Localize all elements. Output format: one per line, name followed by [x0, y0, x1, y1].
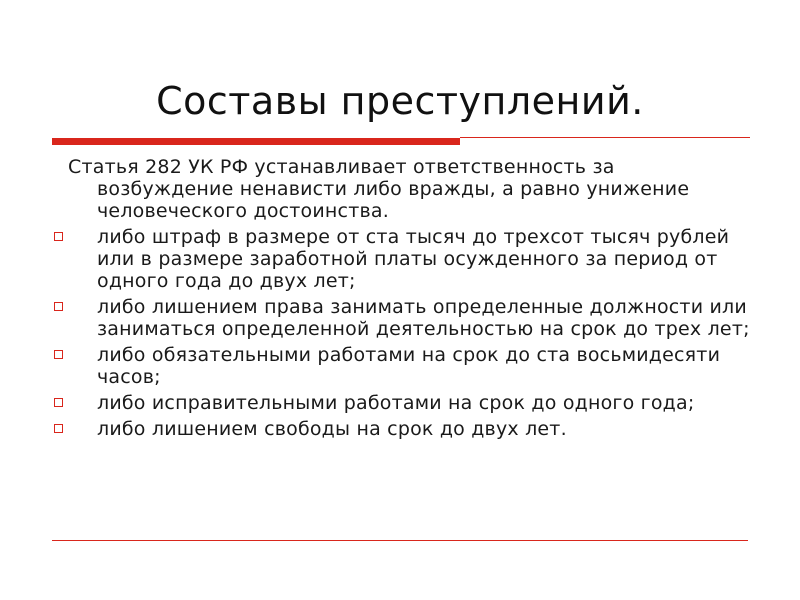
title-underline-thick — [52, 138, 460, 145]
hollow-square-icon — [54, 350, 63, 359]
intro-first-line: Статья 282 УК РФ устанавливает ответственность за — [68, 156, 615, 178]
list-item — [46, 344, 758, 388]
hollow-square-icon — [54, 398, 63, 407]
footer-divider — [52, 540, 748, 541]
list-item-text: либо обязательными работами на срок до ста восьмидесяти часов; — [97, 344, 721, 388]
list-item — [46, 226, 758, 292]
intro-paragraph — [46, 156, 758, 222]
slide-title: Составы преступлений. — [156, 79, 644, 123]
bullet-list — [46, 226, 758, 440]
list-item — [46, 296, 758, 340]
slide-content — [46, 156, 758, 444]
list-item — [46, 418, 758, 440]
hollow-square-icon — [54, 232, 63, 241]
hollow-square-icon — [54, 302, 63, 311]
list-item-text: либо исправительными работами на срок до одного года; — [97, 392, 695, 414]
hollow-square-icon — [54, 424, 63, 433]
list-item-text: либо лишением свободы на срок до двух лет. — [97, 418, 567, 440]
intro-rest: возбуждение ненависти либо вражды, а равно унижение человеческого достоинства. — [97, 178, 690, 222]
list-item-text: либо лишением права занимать определенные должности или заниматься определенной деятельностью на срок до трех лет; — [97, 296, 750, 340]
title-underline-thin — [460, 137, 750, 138]
list-item — [46, 392, 758, 414]
list-item-text: либо штраф в размере от ста тысяч до трехсот тысяч рублей или в размере заработной платы осужденного за период от одного года до двух лет; — [97, 226, 730, 292]
